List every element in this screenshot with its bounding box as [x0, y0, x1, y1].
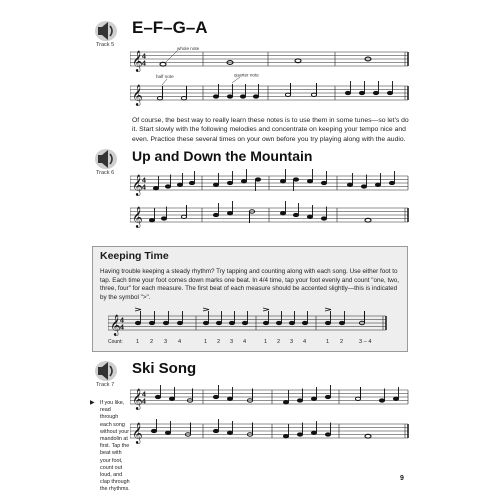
- svg-text:1: 1: [136, 339, 140, 345]
- svg-text:2: 2: [217, 339, 221, 345]
- audio-speaker-icon[interactable]: [92, 18, 120, 42]
- svg-text:4: 4: [303, 339, 307, 345]
- svg-text:3: 3: [230, 339, 234, 345]
- staff-efga-2: [130, 72, 412, 106]
- section-title-ski-song: Ski Song: [132, 360, 197, 377]
- page-number: 9: [400, 475, 404, 482]
- annotation-whole-note: whole note: [177, 46, 200, 51]
- svg-text:4: 4: [120, 324, 124, 332]
- svg-text:1: 1: [264, 339, 268, 345]
- svg-text:4: 4: [142, 177, 146, 185]
- accent-marks: [135, 308, 331, 311]
- svg-text:4: 4: [142, 398, 146, 406]
- treble-clef-icon: 𝄞: [132, 51, 143, 71]
- staff-ski-song-2: [130, 414, 412, 444]
- svg-text:3 – 4: 3 – 4: [359, 339, 372, 345]
- svg-text:4: 4: [142, 184, 146, 192]
- intro-paragraph: Of course, the best way to really learn these notes is to use them in some tunes—so let's do it. Start slowly with the following melodies and concentrate on keeping your tempo nice and even. Practice these several times on your own before you try playing along with the audio.: [132, 117, 409, 143]
- svg-text:1: 1: [326, 339, 330, 345]
- staff-keeping-time: [108, 306, 390, 350]
- svg-text:2: 2: [340, 339, 344, 345]
- svg-text:4: 4: [178, 339, 182, 345]
- svg-text:2: 2: [277, 339, 281, 345]
- treble-clef-icon: 𝄞: [132, 207, 143, 227]
- treble-clef-icon: 𝄞: [132, 175, 143, 195]
- audio-speaker-icon[interactable]: [92, 358, 120, 382]
- staff-efga-1: [130, 42, 412, 72]
- track-label-5: Track 5: [96, 42, 115, 48]
- treble-clef-icon: 𝄞: [132, 85, 143, 105]
- staff-ski-song-1: [130, 380, 412, 410]
- pointer-arrow-icon: ▶: [90, 400, 95, 406]
- treble-clef-icon: 𝄞: [132, 423, 143, 443]
- svg-text:3: 3: [164, 339, 168, 345]
- svg-text:4: 4: [142, 391, 146, 399]
- audio-speaker-icon[interactable]: [92, 146, 120, 170]
- count-label: Count:: [108, 339, 123, 345]
- keeping-time-title: Keeping Time: [100, 250, 169, 262]
- track-label-7: Track 7: [96, 382, 115, 388]
- svg-text:3: 3: [290, 339, 294, 345]
- svg-text:4: 4: [120, 317, 124, 325]
- treble-clef-icon: 𝄞: [110, 315, 121, 335]
- svg-text:1: 1: [204, 339, 208, 345]
- annotation-quarter-note: quarter note: [234, 72, 259, 78]
- section-title-up-and-down: Up and Down the Mountain: [132, 148, 313, 164]
- svg-text:2: 2: [150, 339, 154, 345]
- ski-song-side-note: If you like, read through each song without your mandolin at first. Tap the beat with your foot, count out loud, and clap through the rhythms.: [100, 400, 130, 493]
- staff-mountain-2: [130, 198, 412, 228]
- annotation-half-note: half note: [156, 74, 174, 79]
- svg-text:4: 4: [142, 60, 146, 68]
- svg-text:4: 4: [142, 53, 146, 61]
- keeping-time-body: Having trouble keeping a steady rhythm? Try tapping and counting along with each song. Use either foot to tap. Each time your foot comes down marks one beat. In 4/4 time, tap your foot evenly and count "one, two, three, four" for each measure. The first beat of each measure should be accented slightly—this is indicated by the symbol ">".: [100, 268, 400, 301]
- treble-clef-icon: 𝄞: [132, 389, 143, 409]
- track-label-6: Track 6: [96, 170, 115, 176]
- section-title-efga: E–F–G–A: [132, 18, 208, 37]
- svg-text:4: 4: [243, 339, 247, 345]
- staff-mountain-1: [130, 166, 412, 196]
